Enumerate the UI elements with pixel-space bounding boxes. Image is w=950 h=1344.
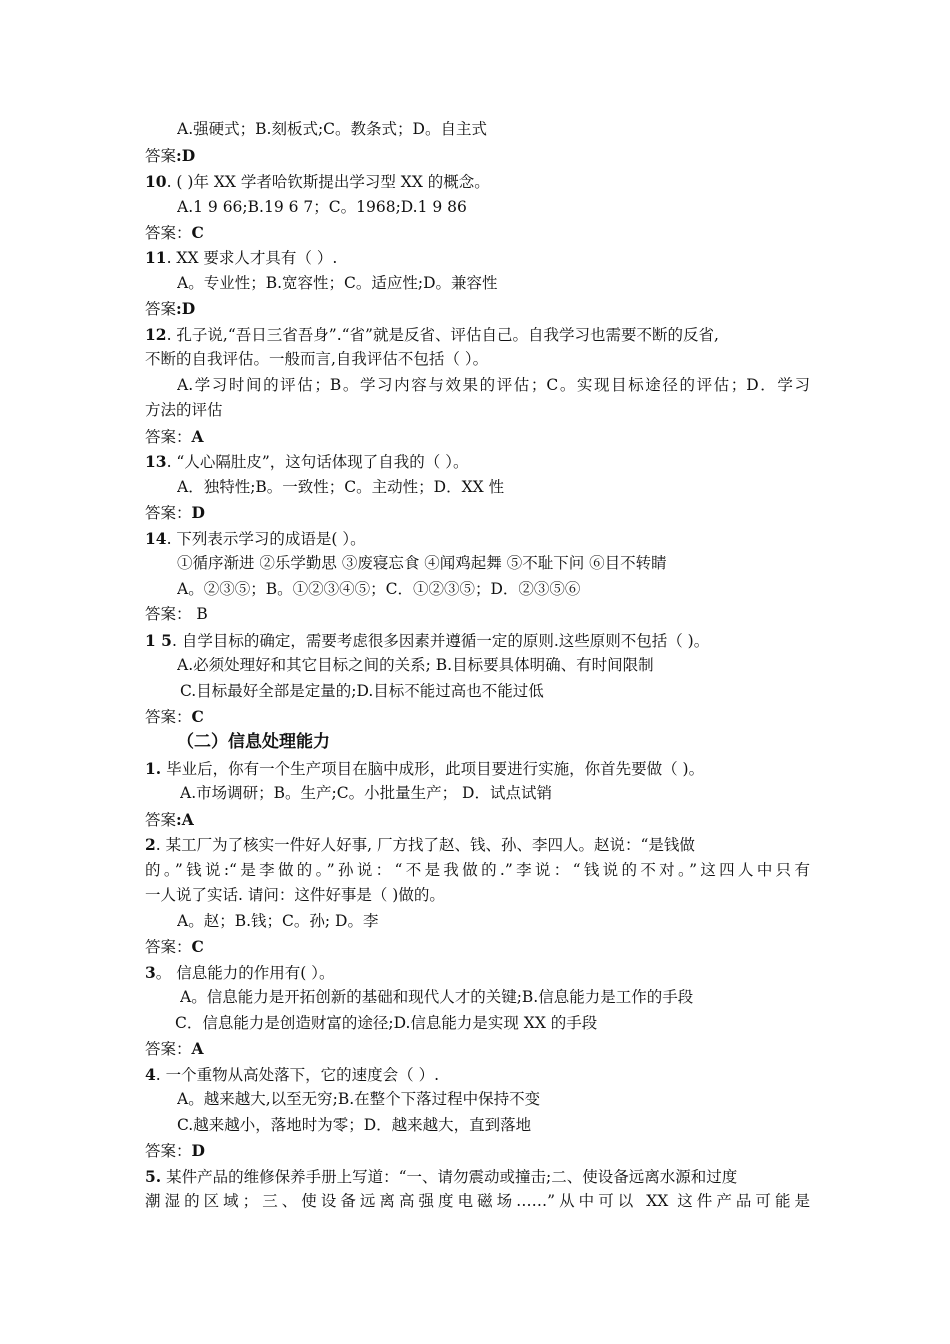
answer-label: 答案 bbox=[145, 811, 177, 829]
question-number: 14 bbox=[145, 529, 167, 548]
answer-value: D bbox=[191, 503, 205, 522]
question-number: 11 bbox=[145, 248, 167, 267]
q12-options-cont: 方法的评估 bbox=[145, 401, 223, 419]
s2-q2-stem-cont: 的。”钱说:“是李做的。”孙说：“不是我做的.”李说：“钱说的不对。”这四人中只有 bbox=[145, 861, 810, 879]
answer-value: :A bbox=[176, 810, 194, 829]
q10-stem bbox=[145, 169, 810, 194]
q14-stem bbox=[145, 526, 810, 551]
s2-q2-answer bbox=[145, 934, 810, 959]
question-text: . 一个重物从高处落下，它的速度会（ ）. bbox=[155, 1066, 440, 1084]
question-text: . 孔子说,“吾日三省吾身”.“省”就是反省、评估自己。自我学习也需要不断的反省, bbox=[166, 326, 719, 344]
question-number: 1 5 bbox=[145, 631, 172, 650]
q12-answer bbox=[145, 424, 810, 449]
q10-answer bbox=[145, 220, 810, 245]
s2-q3-stem bbox=[145, 960, 810, 985]
question-text: 某件产品的维修保养手册上写道：“一、请勿震动或撞击;二、使设备远离水源和过度 bbox=[161, 1168, 738, 1186]
question-text: . 某工厂为了核实一件好人好事, 厂方找了赵、钱、孙、李四人。赵说：“是钱做 bbox=[155, 836, 695, 854]
answer-label: 答案 bbox=[145, 300, 177, 318]
q13-answer bbox=[145, 500, 810, 525]
question-number: 10 bbox=[145, 172, 167, 191]
question-number: 2 bbox=[145, 835, 156, 854]
q12-stem-cont: 不断的自我评估。一般而言,自我评估不包括（ ）。 bbox=[145, 350, 489, 368]
s2-q5-stem-cont: 潮湿的区域；三、使设备远离高强度电磁场……”从中可以 XX 这件产品可能是 bbox=[145, 1192, 810, 1210]
question-number: 4 bbox=[145, 1065, 156, 1084]
s2-q1-answer bbox=[145, 807, 810, 832]
s2-q1-options: A.市场调研；B。生产;C。小批量生产； D．试点试销 bbox=[180, 784, 552, 802]
question-number: 5. bbox=[145, 1167, 162, 1186]
s2-q4-answer bbox=[145, 1138, 810, 1163]
answer-value: :D bbox=[176, 299, 196, 318]
question-text: 。 信息能力的作用有( ）。 bbox=[155, 964, 335, 982]
answer-label: 答案： bbox=[145, 938, 192, 956]
answer-value: C bbox=[191, 223, 204, 242]
q14-options: A。②③⑤；B。①②③④⑤；C．①②③⑤；D．②③⑤⑥ bbox=[177, 580, 581, 598]
answer-value: C bbox=[191, 707, 204, 726]
q15-options-cont: C.目标最好全部是定量的;D.目标不能过高也不能过低 bbox=[180, 682, 544, 700]
q13-stem bbox=[145, 449, 810, 474]
question-text: . 自学目标的确定，需要考虑很多因素并遵循一定的原则.这些原则不包括（ )。 bbox=[171, 632, 710, 650]
q11-stem bbox=[145, 245, 810, 270]
q12-options: A.学习时间的评估；B。学习内容与效果的评估；C。实现目标途径的评估；D．学习 bbox=[177, 376, 810, 394]
s2-q3-answer bbox=[145, 1036, 810, 1061]
question-number: 12 bbox=[145, 325, 167, 344]
q9-options: A.强硬式；B.刻板式;C。教条式；D。自主式 bbox=[177, 120, 487, 138]
s2-q4-options: A。越来越大,以至无穷;B.在整个下落过程中保持不变 bbox=[177, 1090, 541, 1108]
s2-q1-stem bbox=[145, 756, 810, 781]
s2-q3-options: A。信息能力是开拓创新的基础和现代人才的关键;B.信息能力是工作的手段 bbox=[180, 988, 694, 1006]
q15-stem bbox=[145, 628, 810, 653]
question-text: . XX 要求人才具有（ ）. bbox=[166, 249, 338, 267]
q15-answer bbox=[145, 704, 810, 729]
question-text: 毕业后，你有一个生产项目在脑中成形，此项目要进行实施，你首先要做（ )。 bbox=[161, 760, 705, 778]
answer-label: 答案： bbox=[145, 224, 192, 242]
answer-value: :D bbox=[176, 146, 196, 165]
s2-q2-options: A。赵；B.钱；C。孙; D。李 bbox=[177, 912, 379, 930]
q14-answer: 答案： B bbox=[145, 605, 208, 623]
q11-options: A。专业性；B.宽容性；C。适应性;D。兼容性 bbox=[177, 274, 498, 292]
question-number: 1. bbox=[145, 759, 162, 778]
question-text: . 下列表示学习的成语是( ）。 bbox=[166, 530, 366, 548]
answer-label: 答案 bbox=[145, 147, 177, 165]
s2-q3-options-cont: C．信息能力是创造财富的途径;D.信息能力是实现 XX 的手段 bbox=[175, 1014, 598, 1032]
answer-label: 答案： bbox=[145, 1040, 192, 1058]
question-number: 13 bbox=[145, 452, 167, 471]
q10-options: A.1 9 66;B.19 6 7；C。1968;D.1 9 86 bbox=[177, 198, 467, 216]
answer-label: 答案： bbox=[145, 428, 192, 446]
s2-q2-stem bbox=[145, 832, 810, 857]
s2-q4-stem bbox=[145, 1062, 810, 1087]
s2-q4-options-cont: C.越来越小，落地时为零；D．越来越大，直到落地 bbox=[177, 1116, 532, 1134]
q11-answer bbox=[145, 296, 810, 321]
question-text: . “人心隔肚皮”，这句话体现了自我的（ ）。 bbox=[166, 453, 469, 471]
s2-q5-stem bbox=[145, 1164, 810, 1189]
answer-value: A bbox=[191, 1039, 204, 1058]
q9-answer bbox=[145, 143, 810, 168]
q15-options: A.必须处理好和其它目标之间的关系; B.目标要具体明确、有时间限制 bbox=[177, 656, 654, 674]
answer-value: A bbox=[191, 427, 204, 446]
s2-q2-stem-cont2: 一人说了实话. 请问：这件好事是（ )做的。 bbox=[145, 886, 445, 904]
question-text: . ( )年 XX 学者哈钦斯提出学习型 XX 的概念。 bbox=[166, 173, 490, 191]
q13-options: A．独特性;B。一致性；C。主动性；D．XX 性 bbox=[177, 478, 505, 496]
q12-stem bbox=[145, 322, 810, 347]
answer-value: C bbox=[191, 937, 204, 956]
answer-label: 答案： bbox=[145, 708, 192, 726]
question-number: 3 bbox=[145, 963, 156, 982]
q14-idioms: ①循序渐进 ②乐学勤思 ③废寝忘食 ④闻鸡起舞 ⑤不耻下问 ⑥目不转睛 bbox=[177, 554, 667, 572]
answer-label: 答案： bbox=[145, 1142, 192, 1160]
section-heading: （二）信息处理能力 bbox=[177, 732, 330, 752]
answer-label: 答案： bbox=[145, 504, 192, 522]
answer-value: D bbox=[191, 1141, 205, 1160]
